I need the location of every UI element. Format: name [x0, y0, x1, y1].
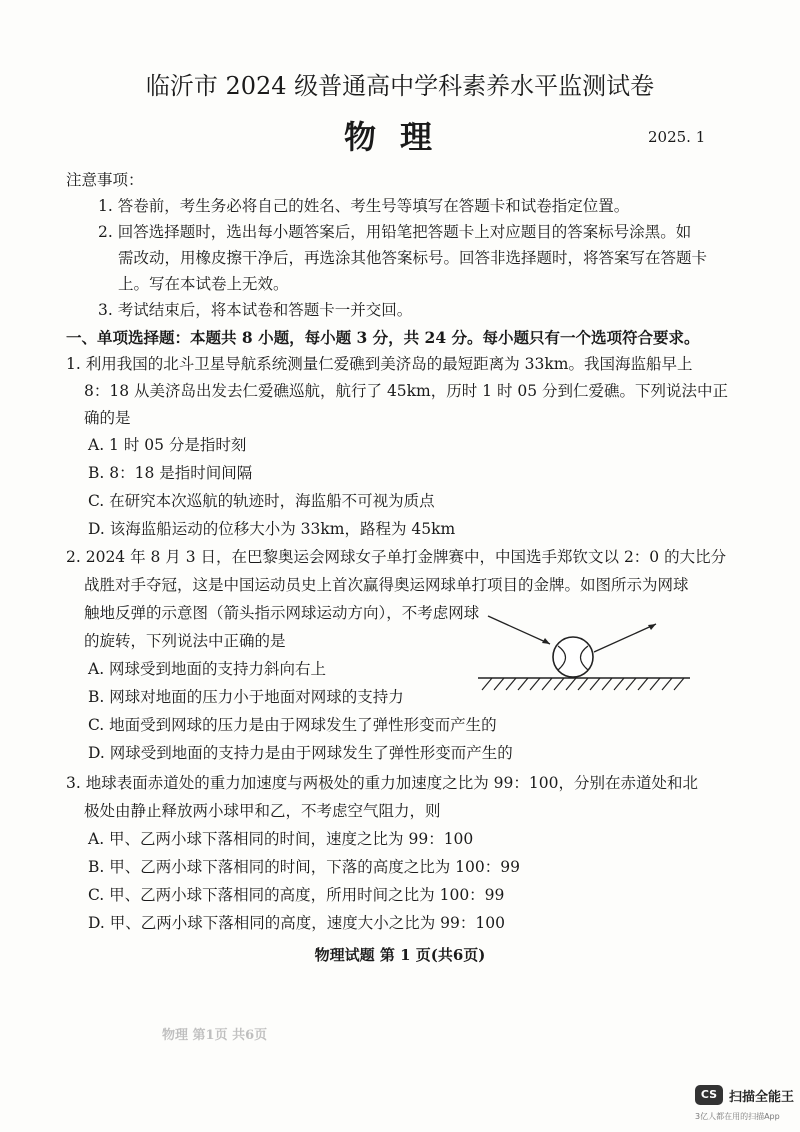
question-2-option-b: B. 网球对地面的压力小于地面对网球的支持力 — [88, 688, 404, 706]
question-3-option-a: A. 甲、乙两小球下落相同的时间，速度之比为 99：100 — [88, 830, 474, 848]
question-1-option-c: C. 在研究本次巡航的轨迹时，海监船不可视为质点 — [88, 492, 435, 510]
tennis-ball-bounce-figure — [478, 610, 690, 692]
page-footer: 物理试题 第 1 页(共6页) — [314, 946, 486, 964]
question-2-line: 战胜对手夺冠，这是中国运动员史上首次赢得奥运网球单打项目的金牌。如图所示为网球 — [84, 576, 689, 594]
ground-surface — [478, 678, 690, 690]
question-3-option-d: D. 甲、乙两小球下落相同的高度，速度大小之比为 99：100 — [88, 914, 505, 932]
question-2-line: 的旋转，下列说法中正确的是 — [84, 632, 286, 650]
notes-heading: 注意事项： — [66, 171, 144, 189]
question-2-option-d: D. 网球受到地面的支持力是由于网球发生了弹性形变而产生的 — [88, 744, 513, 762]
note-item: 1. 答卷前，考生务必将自己的姓名、考生号等填写在答题卡和试卷指定位置。 — [98, 197, 630, 215]
scanner-tagline: 3亿人都在用的扫描App — [695, 1112, 780, 1121]
note-item: 2. 回答选择题时，选出每小题答案后，用铅笔把答题卡上对应题目的答案标号涂黑。如 — [98, 223, 692, 241]
note-item: 3. 考试结束后，将本试卷和答题卡一并交回。 — [98, 301, 413, 319]
scanner-app-name: 扫描全能王 — [729, 1090, 795, 1105]
question-1-option-a: A. 1 时 05 分是指时刻 — [88, 436, 247, 454]
question-1-line: 8：18 从美济岛出发去仁爱礁巡航，航行了 45km，历时 1 时 05 分到仁爱礁。下列说法中正 — [84, 382, 729, 400]
note-item: 上。写在本试卷上无效。 — [118, 275, 289, 293]
question-2-option-a: A. 网球受到地面的支持力斜向右上 — [88, 660, 327, 678]
exam-date: 2025. 1 — [648, 128, 706, 146]
tennis-ball — [553, 637, 593, 677]
section-heading: 一、单项选择题：本题共 8 小题，每小题 3 分，共 24 分。每小题只有一个选项符合要求。 — [66, 328, 700, 347]
incoming-trajectory-arrow — [488, 616, 550, 644]
question-3-option-c: C. 甲、乙两小球下落相同的高度，所用时间之比为 100：99 — [88, 886, 505, 904]
question-2-line: 2. 2024 年 8 月 3 日，在巴黎奥运会网球女子单打金牌赛中，中国选手郑钦文以 2：0 的大比分 — [66, 548, 727, 566]
note-item: 需改动，用橡皮擦干净后，再选涂其他答案标号。回答非选择题时，将答案写在答题卡 — [118, 249, 708, 267]
question-1-option-b: B. 8：18 是指时间间隔 — [88, 464, 253, 482]
subject-title: 物理 — [343, 118, 456, 156]
scanner-logo-icon: CS — [695, 1085, 723, 1105]
question-3-line: 3. 地球表面赤道处的重力加速度与两极处的重力加速度之比为 99：100，分别在赤道处和北 — [66, 774, 698, 792]
question-2-line: 触地反弹的示意图（箭头指示网球运动方向），不考虑网球 — [84, 604, 480, 622]
question-2-option-c: C. 地面受到网球的压力是由于网球发生了弹性形变而产生的 — [88, 716, 497, 734]
question-3-option-b: B. 甲、乙两小球下落相同的时间，下落的高度之比为 100：99 — [88, 858, 520, 876]
question-3-line: 极处由静止释放两小球甲和乙，不考虑空气阻力，则 — [84, 802, 441, 820]
question-1-option-d: D. 该海监船运动的位移大小为 33km，路程为 45km — [88, 520, 456, 538]
outgoing-trajectory-arrow — [594, 624, 656, 652]
question-1-line: 确的是 — [84, 409, 131, 427]
bleed-through-footer: 物理 第1页 共6页 — [162, 1028, 268, 1043]
exam-title: 临沂市 2024 级普通高中学科素养水平监测试卷 — [145, 72, 655, 100]
question-1-line: 1. 利用我国的北斗卫星导航系统测量仁爱礁到美济岛的最短距离为 33km。我国海监船早上 — [66, 355, 693, 373]
